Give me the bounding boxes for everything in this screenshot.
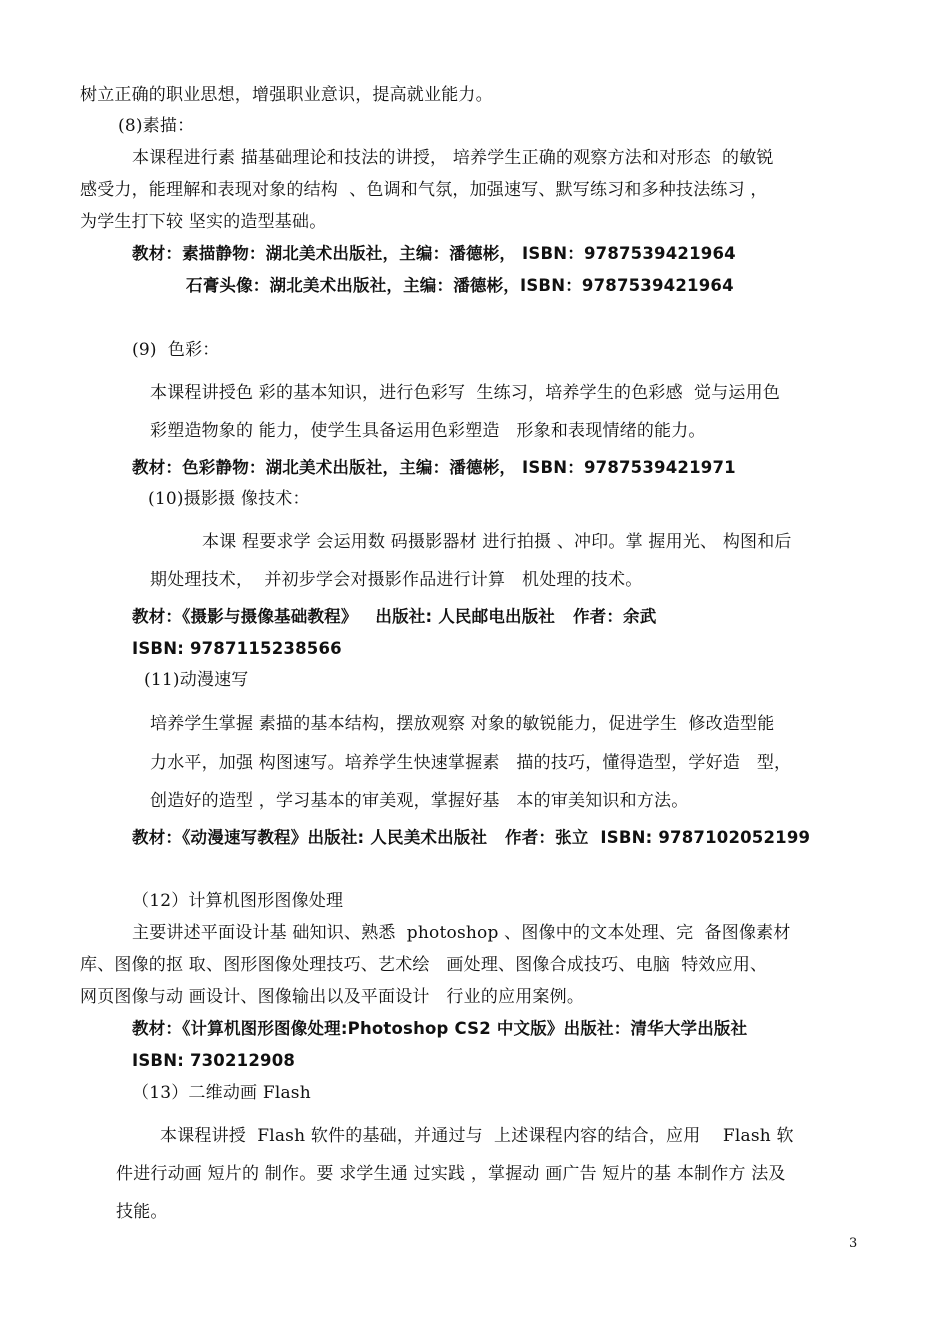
paragraph-line: 培养学生掌握 素描的基本结构，摆放观察 对象的敏锐能力，促进学生 修改造型能 xyxy=(150,714,775,734)
paragraph-line: 创造好的造型 ，学习基本的审美观，掌握好基 本的审美知识和方法。 xyxy=(150,791,689,811)
section-heading-sketch: (8)素描： xyxy=(118,116,195,136)
isbn-line: ISBN: 730212908 xyxy=(132,1051,296,1070)
section-heading-color: (9) 色彩： xyxy=(132,340,220,360)
paragraph-line: 本课程讲授色 彩的基本知识，进行色彩写 生练习，培养学生的色彩感 觉与运用色 xyxy=(150,383,781,403)
section-heading-anime-sketch: (11)动漫速写 xyxy=(144,670,249,690)
paragraph-line: 本课程讲授 Flash 软件的基础，并通过与 上述课程内容的结合，应用 Flash 软 xyxy=(160,1126,794,1146)
paragraph-line: 本课 程要求学 会运用数 码摄影器材 进行拍摄 、冲印。掌 握用光、 构图和后 xyxy=(202,532,792,552)
textbook-line: 石膏头像：湖北美术出版社，主编：潘德彬，ISBN：9787539421964 xyxy=(186,276,734,295)
paragraph-line: 主要讲述平面设计基 础知识、熟悉 photoshop 、图像中的文本处理、完 备图像素材 xyxy=(132,923,791,943)
paragraph-line: 彩塑造物象的 能力，使学生具备运用色彩塑造 形象和表现情绪的能力。 xyxy=(150,421,706,441)
paragraph-line: 本课程进行素 描基础理论和技法的讲授， 培养学生正确的观察方法和对形态 的敏锐 xyxy=(132,148,774,168)
textbook-line: 教材：《动漫速写教程》出版社: 人民美术出版社 作者：张立 ISBN: 9787102052199 xyxy=(132,828,811,847)
paragraph-line: 件进行动画 短片的 制作。要 求学生通 过实践 ，掌握动 画广告 短片的基 本制作方 法及 xyxy=(116,1164,786,1184)
paragraph-line: 感受力，能理解和表现对象的结构 、色调和气氛，加强速写、默写练习和多种技法练习 ， xyxy=(80,180,768,200)
textbook-line: 教材：色彩静物：湖北美术出版社，主编：潘德彬， ISBN：9787539421971 xyxy=(132,458,736,477)
page-number: 3 xyxy=(849,1236,858,1251)
paragraph-line: 力水平，加强 构图速写。培养学生快速掌握素 描的技巧，懂得造型，学好造 型， xyxy=(150,753,792,773)
paragraph-line: 期处理技术， 并初步学会对摄影作品进行计算 机处理的技术。 xyxy=(150,570,643,590)
paragraph-line: 库、图像的抠 取、图形图像处理技巧、艺术绘 画处理、图像合成技巧、电脑 特效应用、 xyxy=(80,955,768,975)
textbook-line: 教材：《摄影与摄像基础教程》 出版社: 人民邮电出版社 作者：余武 xyxy=(132,607,657,626)
paragraph-line: 网页图像与动 画设计、图像输出以及平面设计 行业的应用案例。 xyxy=(80,987,585,1007)
isbn-line: ISBN: 9787115238566 xyxy=(132,639,342,658)
paragraph-line: 为学生打下较 坚实的造型基础。 xyxy=(80,212,327,232)
section-heading-graphics: （12）计算机图形图像处理 xyxy=(132,891,344,911)
section-heading-photography: (10)摄影摄 像技术： xyxy=(148,489,310,509)
paragraph-line: 技能。 xyxy=(116,1202,168,1222)
textbook-line: 教材：素描静物：湖北美术出版社，主编：潘德彬， ISBN：9787539421964 xyxy=(132,244,736,263)
section-heading-flash: （13）二维动画 Flash xyxy=(132,1083,311,1103)
textbook-line: 教材：《计算机图形图像处理:Photoshop CS2 中文版》出版社：清华大学出版社 xyxy=(132,1019,748,1038)
text-line: 树立正确的职业思想，增强职业意识，提高就业能力。 xyxy=(80,85,493,105)
